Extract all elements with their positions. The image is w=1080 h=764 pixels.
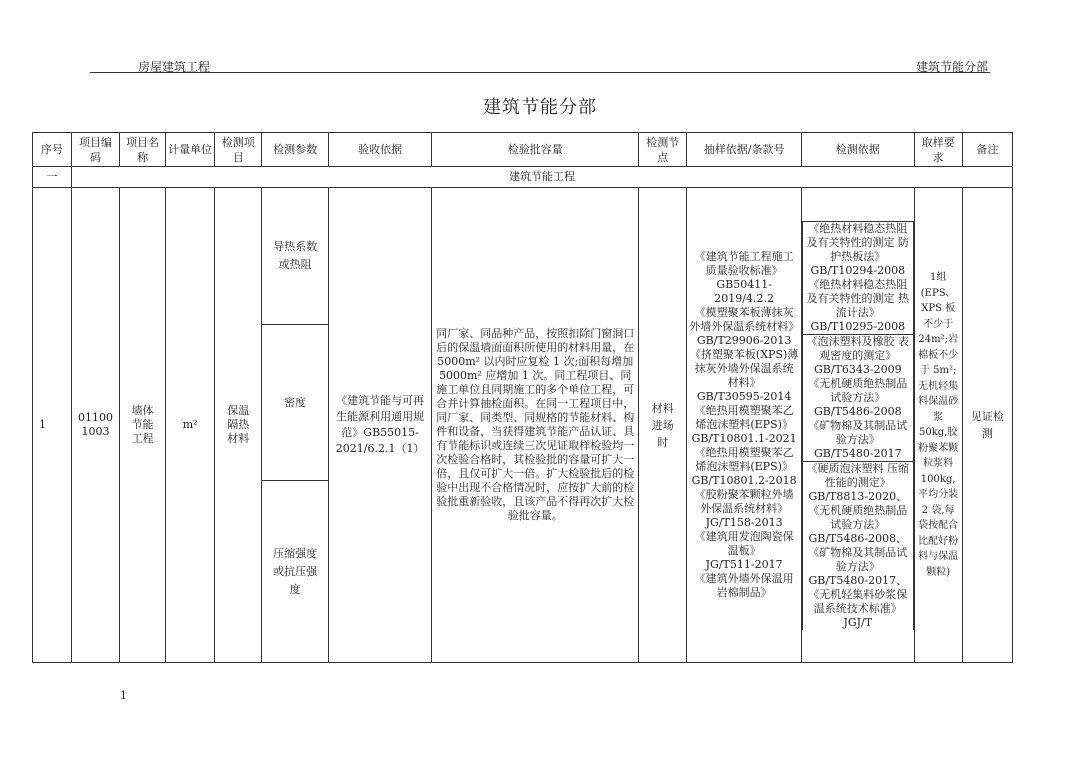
section-row — [33, 167, 1013, 188]
test-basis-line: 《泡沫塑料及橡胶 表观密度的测定》 — [806, 334, 910, 362]
test-basis-line: 《矿物棉及其制品试验方法》 — [808, 418, 908, 446]
test-basis — [801, 188, 914, 663]
test-basis-line: GB/T6343-2009 — [813, 362, 902, 376]
col-header: 检测参数 — [262, 133, 329, 167]
header-row — [33, 133, 1013, 167]
test-node: 材料进场时 — [639, 188, 687, 663]
test-basis-line: GB/T5486-2008、《矿物棉及其制品试验方法》 — [808, 531, 908, 573]
header-right: 建筑节能分部 — [915, 60, 988, 74]
col-header: 项目编码 — [71, 133, 119, 167]
col-header: 检测节点 — [639, 133, 687, 167]
test-basis-table — [802, 221, 914, 630]
page-number: 1 — [120, 689, 127, 702]
sampling-basis-line: 《胶粉聚苯颗粒外墙外保温系统材料》JG/T158-2013 — [694, 488, 794, 529]
col-header: 序号 — [33, 133, 72, 167]
sampling-basis-line: 《建筑外墙外保温用岩棉制品》 — [694, 572, 794, 599]
test-basis-line: 《绝热材料稳态热阻及有关特性的测定 防护热板法》 — [806, 221, 910, 263]
sampling-basis-line: 《绝热用模塑聚苯乙烯泡沫塑料(EPS)》 — [694, 404, 794, 431]
inspection-table — [32, 132, 1013, 663]
sampling-requirement: 1组(EPS、XPS 板不少于 24m²;岩棉板不少于 5m²;无机轻集料保温砂浆 50kg,胶粉聚苯颗粒浆料 100kg,平均分装 2 袋,每袋按配合比配好粉料与保温颗粒) — [914, 188, 962, 663]
sampling-basis-line: 《绝热用模塑聚苯乙烯泡沫塑料(EPS)》 — [694, 446, 794, 473]
col-header: 检验批容量 — [432, 133, 639, 167]
test-basis-group-density — [802, 334, 913, 461]
test-basis-line: GB/T10295-2008 — [810, 319, 906, 333]
sampling-basis-line: GB/T30595-2014 — [696, 390, 792, 403]
test-basis-line: GB/T8813-2020、 — [808, 489, 908, 503]
test-item: 保温隔热材料 — [215, 188, 262, 663]
test-basis-line: 《无机硬质绝热制品试验方法》 — [808, 503, 908, 531]
col-header: 检测项目 — [215, 133, 262, 167]
sampling-basis-line: 《建筑节能工程施工质量验收标准》 — [694, 250, 794, 277]
section-name: 建筑节能工程 — [71, 167, 1012, 188]
sampling-basis-line: GB50411-2019/4.2.2 — [714, 278, 774, 305]
test-basis-line: GB/T10294-2008 — [810, 263, 906, 277]
table-row — [33, 188, 1013, 325]
sampling-basis-line: GB/T29906-2013 — [696, 334, 792, 347]
col-header: 验收依据 — [328, 133, 431, 167]
test-basis-line: GB/T5480-2017 — [813, 446, 902, 460]
test-basis-line: 《硬质泡沫塑料 压缩性能的测定》 — [806, 461, 910, 489]
sampling-basis-line: GB/T10801.2-2018 — [691, 474, 797, 487]
sampling-basis-line: 《建筑用发泡陶瓷保温板》 — [694, 530, 794, 557]
project-code: 01100 1003 — [71, 188, 119, 663]
col-header: 计量单位 — [166, 133, 215, 167]
sampling-basis-line: GB/T10801.1-2021 — [691, 432, 797, 445]
project-name: 墙体节能工程 — [120, 188, 166, 663]
sampling-basis-line: JG/T511-2017 — [705, 558, 783, 571]
sampling-basis — [687, 188, 802, 663]
section-number: 一 — [33, 167, 72, 188]
test-basis-group-compression — [802, 461, 913, 630]
param-density: 密度 — [262, 325, 329, 481]
test-basis-line: GB/T5486-2008 — [813, 404, 902, 418]
acceptance-basis: 《建筑节能与可再生能源利用通用规范》GB55015-2021/6.2.1（1） — [328, 188, 431, 663]
sampling-basis-line: 《模塑聚苯板薄抹灰外墙外保温系统材料》 — [689, 306, 800, 333]
remark: 见证检测 — [962, 188, 1012, 663]
test-basis-group-thermal — [802, 221, 913, 334]
col-header: 抽样依据/条款号 — [687, 133, 802, 167]
test-basis-line: 《无机硬质绝热制品试验方法》 — [808, 376, 908, 404]
col-header: 检测依据 — [801, 133, 914, 167]
batch-capacity: 同厂家、同品种产品，按照扣除门窗洞口后的保温墙面面积所使用的材料用量，在 5000m² 以内时应复检 1 次;面积每增加 5000m² 应增加 1 次。同工程项目、同施工单位且同期施工的多个单位工程，可合并计算抽检面积。在同一工程项目中，同厂家、同类型、同规格的节能材料、构件和设备，当获得建筑节能产品认证、具有节能标识或连续三次见证取样检验均一次检验合格时，其检验批的容量可扩大一倍，且仅可扩大一倍。扩大检验批后的检验中出现不合格情况时，应按扩大前的检验批重新验收，且该产品不得再次扩大检验批容量。 — [432, 188, 639, 663]
header-left: 房屋建筑工程 — [138, 60, 211, 74]
test-basis-line: 《绝热材料稳态热阻及有关特性的测定 热流计法》 — [806, 277, 910, 319]
page-title: 建筑节能分部 — [483, 97, 597, 118]
param-thermal: 导热系数或热阻 — [262, 188, 329, 325]
col-header: 项目名称 — [120, 133, 166, 167]
row-number: 1 — [33, 188, 72, 663]
param-compression: 压缩强度或抗压强度 — [262, 481, 329, 663]
col-header: 取样要求 — [914, 133, 962, 167]
unit: m² — [166, 188, 215, 663]
header-rule — [90, 72, 990, 73]
col-header: 备注 — [962, 133, 1012, 167]
test-basis-line: GB/T5480-2017、《无机轻集料砂浆保温系统技术标准》JGJ/T — [808, 573, 908, 629]
sampling-basis-line: 《挤塑聚苯板(XPS)薄抹灰外墙外保温系统材料》 — [689, 348, 799, 389]
